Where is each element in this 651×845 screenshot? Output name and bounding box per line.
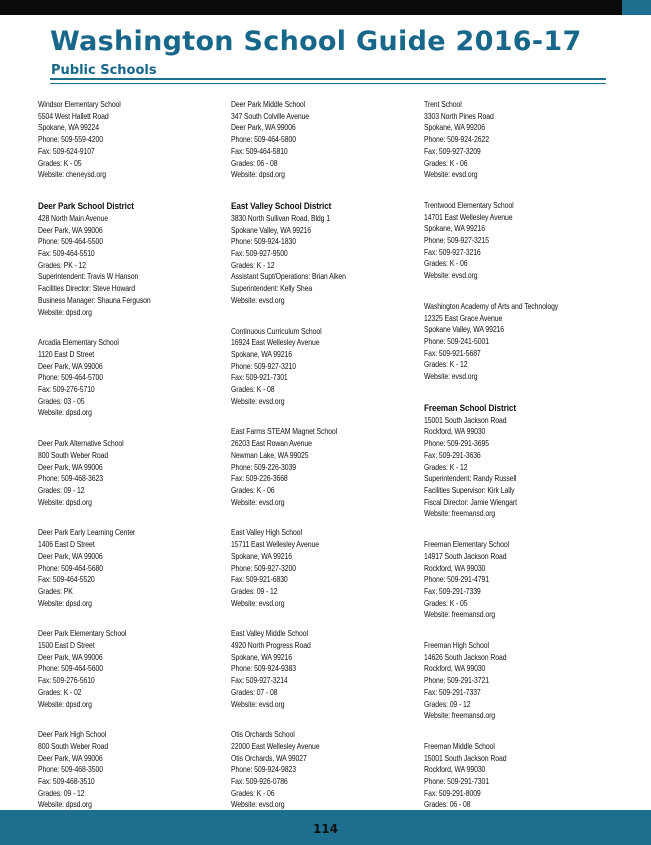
- school-name: East Farms STEAM Magnet School: [231, 427, 338, 437]
- page-subtitle: Public Schools: [51, 63, 157, 78]
- header-rule-thick: [50, 78, 606, 80]
- entry-detail-line: Grades: K - 06: [231, 788, 275, 798]
- entry-detail-line: Grades: K - 06: [424, 259, 468, 269]
- entry-detail-line: Fax: 509-291-7337: [424, 687, 481, 697]
- entry-detail-line: Phone: 509-559-4200: [38, 135, 103, 145]
- entry-detail-line: Deer Park, WA 99006: [38, 652, 103, 662]
- entry-detail-line: Website: evsd.org: [424, 271, 478, 281]
- entry-detail-line: Phone: 509-927-3200: [231, 563, 296, 573]
- entry-detail-line: Spokane, WA 99206: [424, 123, 486, 133]
- entry-detail-line: Otis Orchards, WA 99027: [231, 753, 307, 763]
- entry-detail-line: Phone: 509-924-9383: [231, 664, 296, 674]
- entry-detail-line: Grades: 06 - 08: [231, 158, 278, 168]
- school-name: Otis Orchards School: [231, 730, 295, 740]
- entry-detail-line: Website: evsd.org: [231, 699, 285, 709]
- entry-detail-line: Deer Park, WA 99006: [38, 462, 103, 472]
- school-entry: [424, 301, 604, 383]
- entry-detail-line: Grades: K - 06: [231, 485, 275, 495]
- entry-detail-line: Fax: 509-921-6830: [231, 575, 288, 585]
- school-entry: [231, 628, 411, 710]
- entry-detail-line: 347 South Colville Avenue: [231, 111, 310, 121]
- district-entry: [424, 402, 604, 520]
- entry-detail-line: Phone: 509-226-3039: [231, 462, 296, 472]
- school-name: Deer Park Middle School: [231, 100, 306, 109]
- entry-detail-line: Grades: 09 - 12: [38, 788, 85, 798]
- entry-detail-line: Website: dpsd.org: [231, 170, 285, 180]
- entry-detail-line: Website: dpsd.org: [38, 497, 92, 507]
- school-entry: [424, 99, 604, 181]
- entry-detail-line: 800 South Weber Road: [38, 741, 109, 751]
- school-entry: [38, 527, 218, 609]
- entry-detail-line: Phone: 509-468-3623: [38, 474, 103, 484]
- entry-detail-line: Website: evsd.org: [231, 497, 285, 507]
- entry-detail-line: 26203 East Rowan Avenue: [231, 439, 312, 449]
- entry-detail-line: 16924 East Wellesley Avenue: [231, 338, 320, 348]
- entry-detail-line: Fax: 509-276-5710: [38, 385, 95, 395]
- school-name: Deer Park Elementary School: [38, 629, 127, 639]
- entry-detail-line: Fax: 509-927-3216: [424, 247, 481, 257]
- entry-detail-line: 3303 North Pines Road: [424, 111, 494, 121]
- entry-detail-line: Grades: 09 - 12: [424, 699, 471, 709]
- district-name: East Valley School District: [231, 200, 332, 212]
- entry-detail-line: Superintendent: Kelly Shea: [231, 284, 313, 294]
- entry-detail-line: Phone: 509-464-5600: [38, 664, 103, 674]
- entry-detail-line: 15711 East Wellesley Avenue: [231, 540, 319, 550]
- entry-detail-line: Fax: 509-927-3214: [231, 676, 288, 686]
- school-name: Deer Park Alternative School: [38, 439, 124, 449]
- entry-detail-line: Phone: 509-291-7301: [424, 777, 489, 787]
- entry-detail-line: Grades: K - 08: [231, 385, 275, 395]
- entry-detail-line: Phone: 509-924-1830: [231, 237, 296, 247]
- directory-column-2: [231, 99, 411, 830]
- school-entry: [424, 200, 604, 282]
- school-entry: [38, 438, 218, 508]
- school-name: East Valley High School: [231, 528, 302, 538]
- entry-detail-line: Grades: 09 - 12: [38, 485, 85, 495]
- entry-detail-line: Grades: K - 05: [424, 598, 468, 608]
- entry-detail-line: Spokane, WA 99216: [424, 224, 486, 234]
- entry-detail-line: Superintendent: Travis W Hanson: [38, 272, 139, 282]
- school-entry: [38, 628, 218, 710]
- school-name: Windsor Elementary School: [38, 100, 121, 109]
- district-name: Freeman School District: [424, 402, 517, 414]
- entry-detail-line: 15001 South Jackson Road: [424, 415, 507, 425]
- entry-detail-line: Website: evsd.org: [424, 170, 478, 180]
- entry-detail-line: 14917 South Jackson Road: [424, 551, 507, 561]
- school-name: Freeman Middle School: [424, 741, 495, 751]
- entry-detail-line: Fax: 509-291-3636: [424, 450, 481, 460]
- school-name: Deer Park Early Learning Center: [38, 528, 136, 538]
- entry-detail-line: Deer Park, WA 99006: [38, 551, 103, 561]
- school-name: Freeman Elementary School: [424, 540, 510, 550]
- school-entry: [231, 326, 411, 408]
- entry-detail-line: 12325 East Grace Avenue: [424, 313, 503, 323]
- entry-detail-line: Grades: 09 - 12: [231, 586, 278, 596]
- entry-detail-line: Fax: 509-624-9107: [38, 146, 95, 156]
- entry-detail-line: Spokane Valley, WA 99216: [424, 325, 505, 335]
- school-name: Deer Park High School: [38, 730, 107, 740]
- entry-detail-line: Fax: 509-464-5520: [38, 575, 95, 585]
- entry-detail-line: Fax: 509-464-5810: [231, 146, 288, 156]
- entry-detail-line: Spokane, WA 99216: [231, 349, 293, 359]
- entry-detail-line: Phone: 509-464-5680: [38, 563, 103, 573]
- entry-detail-line: Facilities Supervisor: Kirk Lally: [424, 485, 515, 495]
- entry-detail-line: Website: evsd.org: [424, 372, 478, 382]
- entry-detail-line: 14701 East Wellesley Avenue: [424, 212, 513, 222]
- entry-detail-line: Superintendent: Randy Russell: [424, 474, 517, 484]
- entry-detail-line: Phone: 509-241-5001: [424, 336, 489, 346]
- entry-detail-line: 800 South Weber Road: [38, 450, 109, 460]
- entry-detail-line: Grades: K - 02: [38, 687, 82, 697]
- entry-detail-line: Phone: 509-464-5700: [38, 373, 103, 383]
- school-name: East Valley Middle School: [231, 629, 308, 639]
- entry-detail-line: Deer Park, WA 99006: [231, 123, 296, 133]
- entry-detail-line: Phone: 509-291-3695: [424, 439, 489, 449]
- entry-detail-line: Phone: 509-924-9823: [231, 765, 296, 775]
- school-entry: [424, 640, 604, 722]
- directory-column-3: [424, 99, 604, 842]
- entry-detail-line: Phone: 509-927-3210: [231, 361, 296, 371]
- entry-detail-line: Fax: 509-291-7339: [424, 586, 481, 596]
- entry-detail-line: Website: dpsd.org: [38, 800, 92, 810]
- entry-detail-line: Grades: PK: [38, 586, 73, 596]
- school-entry: [231, 527, 411, 609]
- district-entry: [38, 200, 218, 318]
- top-bar-accent: [622, 0, 651, 15]
- school-name: Trent School: [424, 100, 462, 109]
- entry-detail-line: Website: dpsd.org: [38, 408, 92, 418]
- entry-detail-line: Deer Park, WA 99006: [38, 753, 103, 763]
- entry-detail-line: Grades: 03 - 05: [38, 396, 85, 406]
- entry-detail-line: 428 North Main Avenue: [38, 213, 108, 223]
- school-name: Washington Academy of Arts and Technology: [424, 301, 559, 311]
- entry-detail-line: Spokane, WA 99216: [231, 652, 293, 662]
- entry-detail-line: Assistant Supt/Operations: Brian Aiken: [231, 272, 346, 282]
- entry-detail-line: Website: cheneysd.org: [38, 170, 107, 180]
- entry-detail-line: Website: evsd.org: [231, 295, 285, 305]
- school-entry: [424, 539, 604, 621]
- entry-detail-line: Fax: 509-276-5610: [38, 676, 95, 686]
- entry-detail-line: Rockford, WA 99030: [424, 563, 486, 573]
- entry-detail-line: 4920 North Progress Road: [231, 641, 311, 651]
- entry-detail-line: Website: dpsd.org: [38, 307, 92, 317]
- entry-detail-line: Facilities Director: Steve Howard: [38, 284, 135, 294]
- entry-detail-line: Website: evsd.org: [231, 800, 285, 810]
- school-entry: [38, 99, 218, 181]
- entry-detail-line: Fax: 509-921-5687: [424, 348, 481, 358]
- entry-detail-line: Phone: 509-464-5500: [38, 237, 103, 247]
- entry-detail-line: Rockford, WA 99030: [424, 765, 486, 775]
- entry-detail-line: Phone: 509-291-4791: [424, 575, 489, 585]
- entry-detail-line: Rockford, WA 99030: [424, 664, 486, 674]
- entry-detail-line: Website: freemansd.org: [424, 509, 496, 519]
- entry-detail-line: Fax: 509-927-3209: [424, 146, 481, 156]
- entry-detail-line: 22000 East Wellesley Avenue: [231, 741, 320, 751]
- entry-detail-line: 14626 South Jackson Road: [424, 652, 507, 662]
- entry-detail-line: Fax: 509-921-7301: [231, 373, 288, 383]
- school-name: Continuous Curriculum School: [231, 326, 322, 336]
- entry-detail-line: Rockford, WA 99030: [424, 427, 486, 437]
- entry-detail-line: Deer Park, WA 99006: [38, 361, 103, 371]
- entry-detail-line: Phone: 509-291-3721: [424, 676, 489, 686]
- entry-detail-line: Grades: K - 12: [231, 260, 275, 270]
- district-entry: [231, 200, 411, 307]
- entry-detail-line: Grades: PK - 12: [38, 260, 87, 270]
- entry-detail-line: Spokane, WA 99224: [38, 123, 100, 133]
- page-title: Washington School Guide 2016-17: [50, 26, 582, 57]
- entry-detail-line: 15001 South Jackson Road: [424, 753, 507, 763]
- entry-detail-line: Phone: 509-924-2622: [424, 135, 489, 145]
- entry-detail-line: Website: freemansd.org: [424, 610, 496, 620]
- entry-detail-line: 1500 East D Street: [38, 641, 95, 651]
- entry-detail-line: Grades: K - 12: [424, 462, 468, 472]
- entry-detail-line: Spokane, WA 99216: [231, 551, 293, 561]
- school-entry: [38, 337, 218, 419]
- entry-detail-line: Grades: K - 06: [424, 158, 468, 168]
- district-name: Deer Park School District: [38, 200, 134, 212]
- entry-detail-line: 3830 North Sullivan Road, Bldg 1: [231, 213, 330, 223]
- entry-detail-line: Grades: 06 - 08: [424, 800, 471, 810]
- entry-detail-line: Phone: 509-927-3215: [424, 236, 489, 246]
- entry-detail-line: Website: evsd.org: [231, 598, 285, 608]
- entry-detail-line: Grades: K - 12: [424, 360, 468, 370]
- entry-detail-line: Grades: K - 05: [38, 158, 82, 168]
- entry-detail-line: Fax: 509-464-5510: [38, 249, 95, 259]
- entry-detail-line: Fax: 509-927-9500: [231, 249, 288, 259]
- entry-detail-line: Phone: 509-464-5800: [231, 135, 296, 145]
- top-bar: [0, 0, 651, 15]
- school-name: Freeman High School: [424, 641, 489, 651]
- school-name: Arcadia Elementary School: [38, 338, 119, 348]
- school-entry: [231, 729, 411, 811]
- entry-detail-line: Grades: 07 - 08: [231, 687, 278, 697]
- entry-detail-line: Fax: 509-468-3510: [38, 777, 95, 787]
- school-name: Trentwood Elementary School: [424, 200, 514, 210]
- entry-detail-line: 1120 East D Street: [38, 349, 95, 359]
- entry-detail-line: Website: evsd.org: [231, 396, 285, 406]
- school-entry: [231, 99, 411, 181]
- entry-detail-line: Fax: 509-926-0786: [231, 777, 288, 787]
- entry-detail-line: 5504 West Hallett Road: [38, 111, 109, 121]
- entry-detail-line: Website: freemansd.org: [424, 711, 496, 721]
- entry-detail-line: Fax: 509-226-3668: [231, 474, 288, 484]
- entry-detail-line: 1406 East D Street: [38, 540, 95, 550]
- directory-column-1: [38, 99, 218, 830]
- page-number: 114: [312, 822, 339, 836]
- entry-detail-line: Phone: 509-468-3500: [38, 765, 103, 775]
- school-entry: [38, 729, 218, 811]
- entry-detail-line: Spokane Valley, WA 99216: [231, 225, 312, 235]
- entry-detail-line: Website: dpsd.org: [38, 598, 92, 608]
- school-entry: [231, 426, 411, 508]
- entry-detail-line: Website: dpsd.org: [38, 699, 92, 709]
- entry-detail-line: Fax: 509-291-8009: [424, 788, 481, 798]
- entry-detail-line: Newman Lake, WA 99025: [231, 450, 309, 460]
- entry-detail-line: Business Manager: Shauna Ferguson: [38, 295, 151, 305]
- entry-detail-line: Fiscal Director: Jamie Wiengart: [424, 497, 517, 507]
- header-rule-thin: [50, 83, 606, 84]
- entry-detail-line: Deer Park, WA 99006: [38, 225, 103, 235]
